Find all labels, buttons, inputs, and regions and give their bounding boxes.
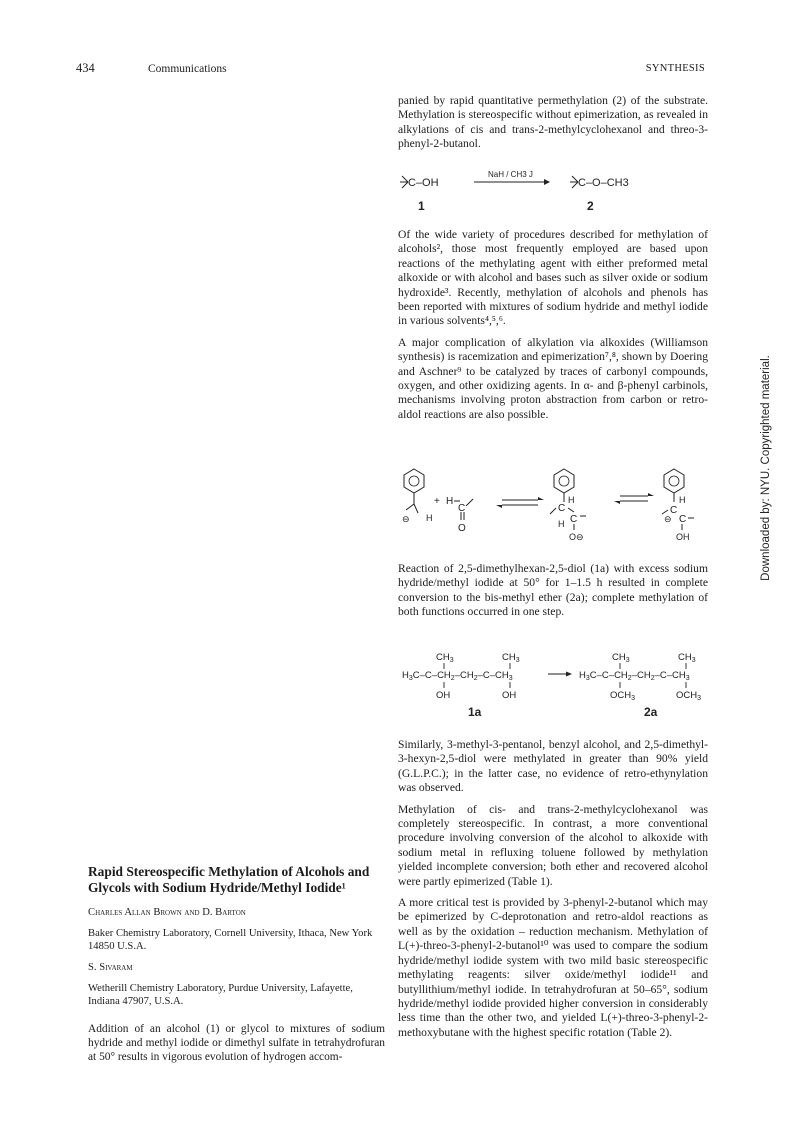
svg-text:⊖: ⊖ bbox=[664, 514, 672, 524]
compound-label-2: 2 bbox=[587, 199, 594, 213]
svg-text:H3C–C–CH2–CH2–C–CH3: $H_3C-C-CH_2-CH_2-C-CH_3$ bbox=[402, 670, 513, 682]
svg-text:C: C bbox=[679, 514, 687, 525]
scheme-methylation bbox=[398, 166, 708, 218]
compound-label-1: 1 bbox=[418, 199, 425, 213]
scheme2-middle-species bbox=[550, 469, 586, 542]
scheme2-equilibrium-2 bbox=[614, 493, 654, 504]
svg-text:C: C bbox=[670, 505, 678, 516]
svg-text:C: C bbox=[570, 514, 578, 525]
svg-text:CH3: $CH_3$ bbox=[612, 652, 630, 664]
paragraph-5: Similarly, 3-methyl-3-pentanol, benzyl alcohol, and 2,5-dimethyl-3-hexyn-2,5-diol were methylated in greater than 90% yield (G.L.P.C.); in the latter case, no evidence of retro-ethynylation was observed. bbox=[398, 738, 708, 795]
scheme1-left-formula: C–OH bbox=[408, 177, 439, 189]
svg-text:H3C–C–CH2–CH2–C–CH3: $H_3C-C-CH_2-CH_2-C-CH_3$ bbox=[579, 670, 690, 682]
paragraph-1: panied by rapid quantitative permethylation (2) of the substrate. Methylation is stereospecific without epimerization, as revealed in alkylations of cis and trans-2-methylcyclohexanol and threo-3-phenyl-2-butanol. bbox=[398, 94, 708, 151]
scheme1-substrate bbox=[400, 176, 439, 189]
svg-text:C: C bbox=[558, 503, 566, 514]
svg-text:+: + bbox=[434, 496, 440, 507]
download-watermark bbox=[756, 0, 776, 1123]
svg-text:OCH3: $OCH_3$ bbox=[610, 690, 636, 702]
svg-text:CH3: $CH_3$ bbox=[502, 652, 520, 664]
svg-text:OH: OH bbox=[502, 690, 517, 701]
svg-text:⊖: ⊖ bbox=[402, 514, 410, 524]
scheme1-arrowhead bbox=[544, 179, 550, 185]
paragraph-7: A more critical test is provided by 3-phenyl-2-butanol which may be epimerized by C-deprotonation and retro-aldol reactions as well as by the oxidation – reduction mechanism. Methylation of L(+)-threo-3-phenyl-2-butanol¹⁰ was used to compare the sodium hydride/methyl iodide system with two mild basic stereospecific methylating reagents: silver oxide/methyl iodide¹¹ and butyllithium/methyl iodide. In tetrahydrofuran at 50–65°, sodium hydride/methyl iodide provided higher conversion in considerably less time than the other two, and yielded L(+)-threo-3-phenyl-2-methoxybutane with the highest specific rotation (Table 2). bbox=[398, 896, 708, 1039]
scheme1-product bbox=[570, 176, 629, 189]
svg-text:H: H bbox=[568, 495, 575, 505]
svg-text:O⊖: O⊖ bbox=[569, 532, 584, 542]
svg-text:CH3: $CH_3$ bbox=[678, 652, 696, 664]
authors-cornell: Charles Allan Brown and D. Barton bbox=[88, 907, 246, 918]
svg-text:H: H bbox=[446, 496, 454, 507]
journal-header: SYNTHESIS bbox=[645, 63, 705, 74]
svg-text:H: H bbox=[426, 513, 433, 523]
paragraph-intro-cont bbox=[398, 94, 708, 159]
svg-text:OH: OH bbox=[436, 690, 451, 701]
scheme3-diol bbox=[402, 652, 520, 701]
scheme-diol-methylation bbox=[398, 646, 710, 724]
svg-text:CH3: $CH_3$ bbox=[436, 652, 454, 664]
svg-text:O: O bbox=[458, 523, 466, 534]
download-watermark-text: Downloaded by: NYU. Copyrighted material. bbox=[760, 355, 772, 581]
scheme-retro-aldol bbox=[398, 464, 708, 544]
svg-text:C: C bbox=[458, 503, 466, 514]
scheme2-equilibrium-1 bbox=[496, 497, 544, 508]
paragraphs-results bbox=[398, 738, 708, 1047]
article-heading bbox=[88, 864, 385, 1072]
paragraphs-background bbox=[398, 228, 708, 429]
compound-label-2a: 2a bbox=[644, 705, 658, 719]
affiliation-purdue: Wetherill Chemistry Laboratory, Purdue University, Lafayette, Indiana 47907, U.S.A. bbox=[88, 983, 353, 1007]
paragraph-4: Reaction of 2,5-dimethylhexan-2,5-diol (1a) with excess sodium hydride/methyl iodide at 50° for 1–1.5 h resulted in complete conversion to the bis-methyl ether (2a); complete methylation of both functions occurred in one step. bbox=[398, 562, 708, 619]
paragraph-diol-reaction bbox=[398, 562, 708, 627]
svg-text:H: H bbox=[558, 519, 565, 529]
scheme1-right-formula: C–O–CH3 bbox=[578, 177, 629, 189]
svg-text:H: H bbox=[679, 495, 686, 505]
paragraph-6: Methylation of cis- and trans-2-methylcyclohexanol was completely stereospecific. In contrast, a more conventional procedure involving conversion of the alcohol to alkoxide with sodium metal in refluxing toluene followed by methylation yielded incomplete conversion; both ether and recovered alcohol were partly epimerized (Table 1). bbox=[398, 802, 708, 888]
scheme1-reagent: NaH / CH3 J bbox=[488, 170, 533, 179]
authors-purdue: S. Sivaram bbox=[88, 962, 133, 973]
affiliation-cornell: Baker Chemistry Laboratory, Cornell University, Ithaca, New York 14850 U.S.A. bbox=[88, 928, 373, 952]
scheme2-left-species bbox=[402, 469, 473, 534]
scheme3-diether bbox=[579, 652, 701, 702]
section-header: Communications bbox=[148, 63, 227, 75]
abstract bbox=[88, 1022, 385, 1065]
paragraph-2: Of the wide variety of procedures described for methylation of alcohols², those most frequently employed are based upon reactions of the methylating agent with either preformed metal alkoxide or with alcohol and bases such as silver oxide or sodium hydroxide³. Recently, methylation of alcohols and phenols has been reported with mixtures of sodium hydride and methyl iodide in various solvents⁴,⁵,⁶. bbox=[398, 228, 708, 328]
svg-text:OCH3: $OCH_3$ bbox=[676, 690, 702, 702]
svg-text:OH: OH bbox=[676, 532, 690, 542]
page-number: 434 bbox=[76, 61, 95, 75]
abstract-text: Addition of an alcohol (1) or glycol to mixtures of sodium hydride and methyl iodide or dimethyl sulfate in tetrahydrofuran at 50° results in vigorous evolution of hydrogen accom- bbox=[88, 1023, 385, 1064]
article-title: Rapid Stereospecific Methylation of Alcohols and Glycols with Sodium Hydride/Methyl Iodide¹ bbox=[88, 864, 370, 895]
author-block bbox=[88, 906, 385, 1008]
paragraph-3: A major complication of alkylation via alkoxides (Williamson synthesis) is racemization and epimerization⁷,⁸, shown by Doering and Aschner⁹ to be catalyzed by traces of carbonyl compounds, oxygen, and other oxidizing agents. In α- and β-phenyl carbinols, mechanisms involving proton abstraction from carbon or retro-aldol reactions are also possible. bbox=[398, 335, 708, 421]
scheme2-right-species bbox=[662, 469, 694, 542]
scheme3-arrowhead bbox=[566, 672, 572, 677]
compound-label-1a: 1a bbox=[468, 705, 482, 719]
